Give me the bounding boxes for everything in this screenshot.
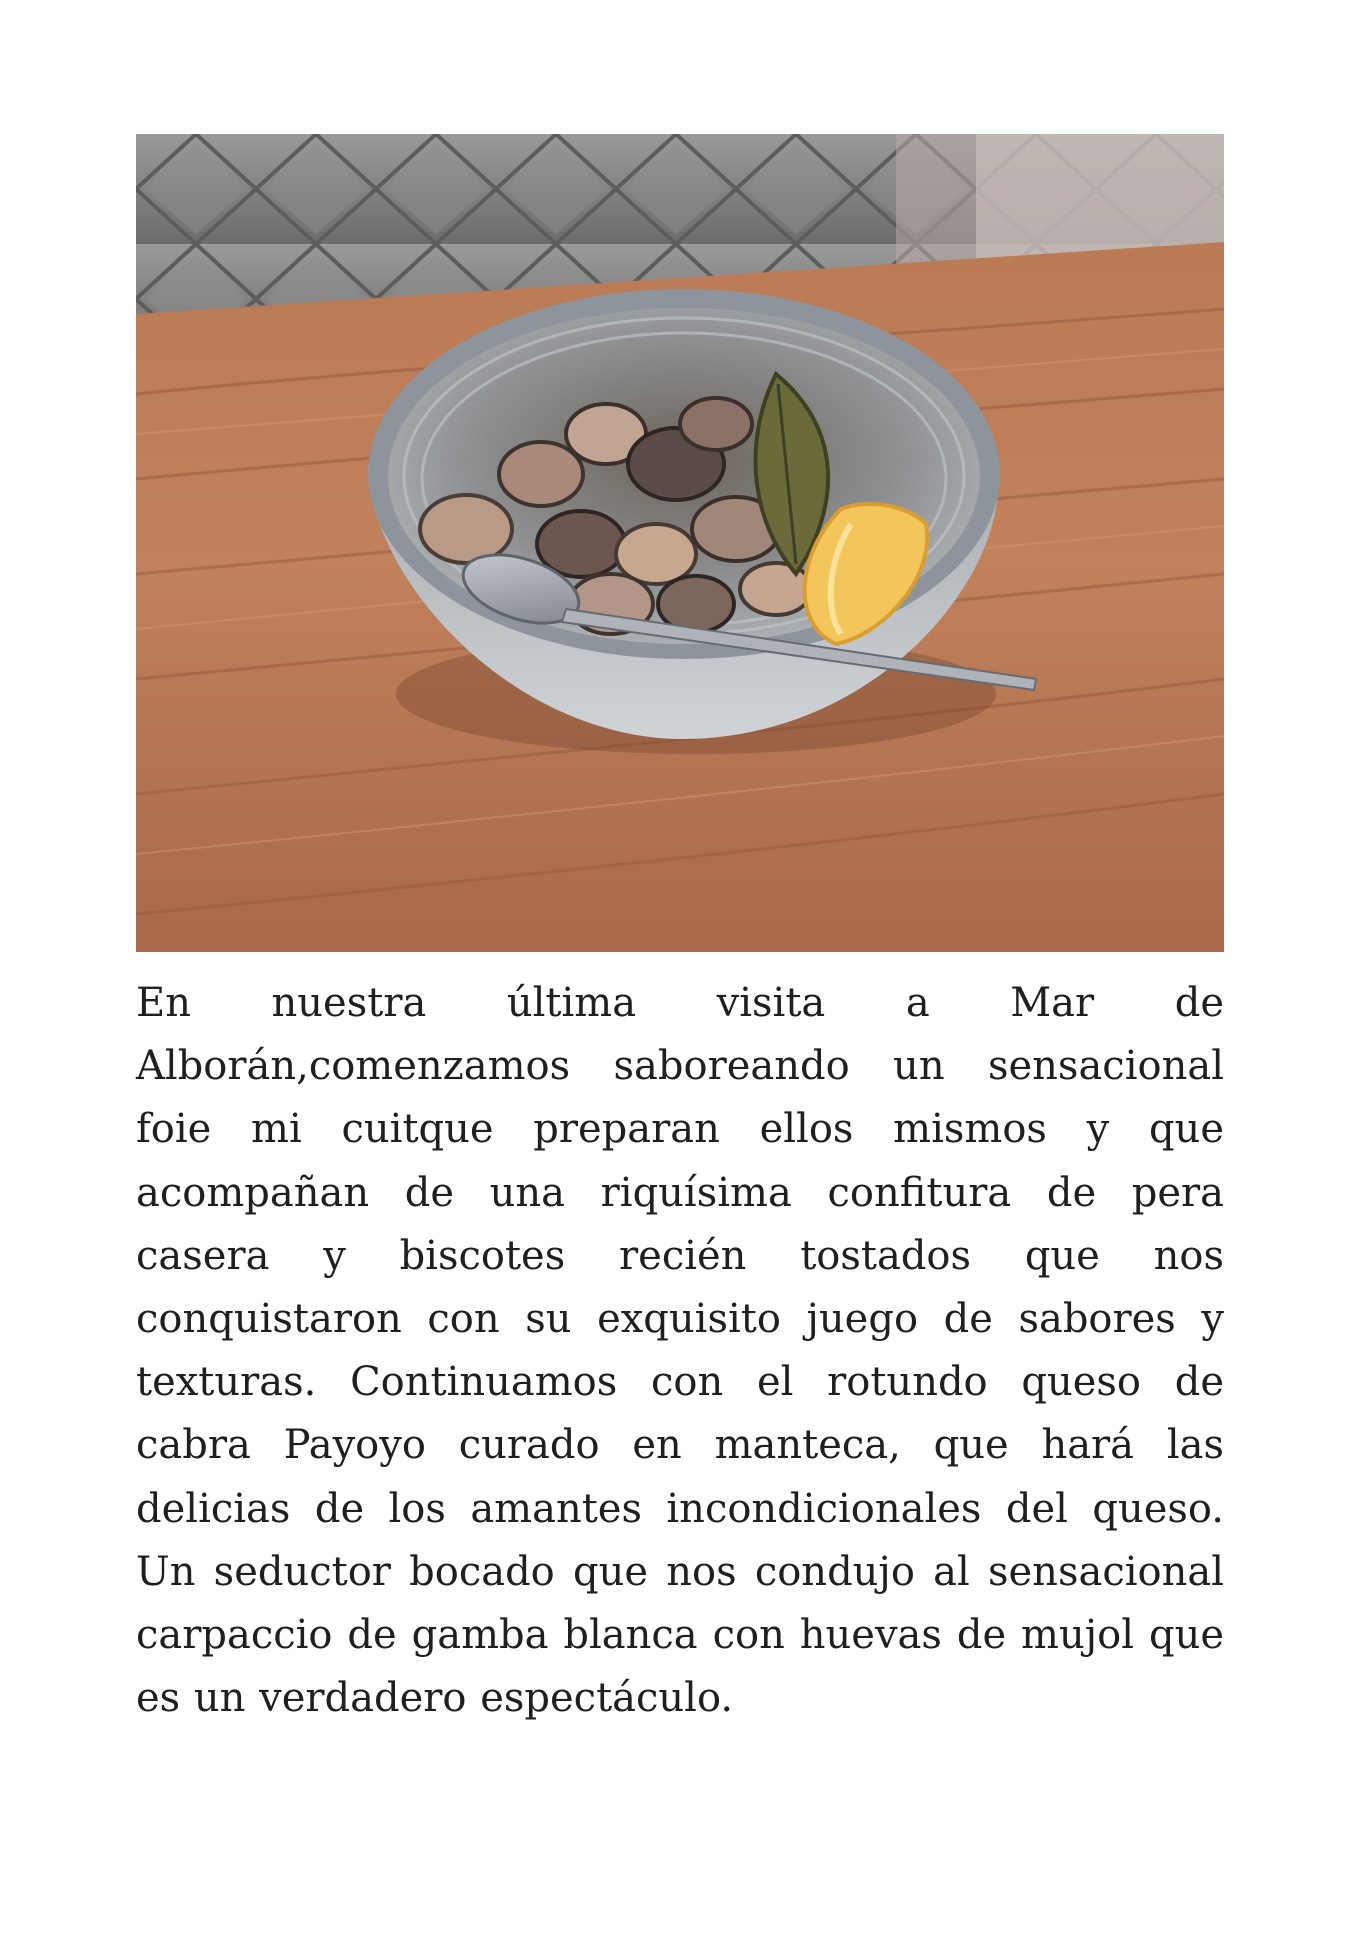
cockles-bowl-illustration: [136, 134, 1224, 952]
article-paragraph: En nuestra última visita a Mar de Alborán,comenzamos saboreando un sensacional foie mi cuitque preparan ellos mismos y que acompañan de una riquísima confitura de pera casera y biscotes recién tostados que nos conquistaron con su exquisito juego de sabores y texturas. Continuamos con el rotundo queso de cabra Payoyo curado en manteca, que hará las delicias de los amantes incondicionales del queso. Un seductor bocado que nos condujo al sensacional carpaccio de gamba blanca con huevas de mujol que es un verdadero espectáculo.: [136, 980, 1224, 1722]
article-photo: [136, 134, 1224, 952]
